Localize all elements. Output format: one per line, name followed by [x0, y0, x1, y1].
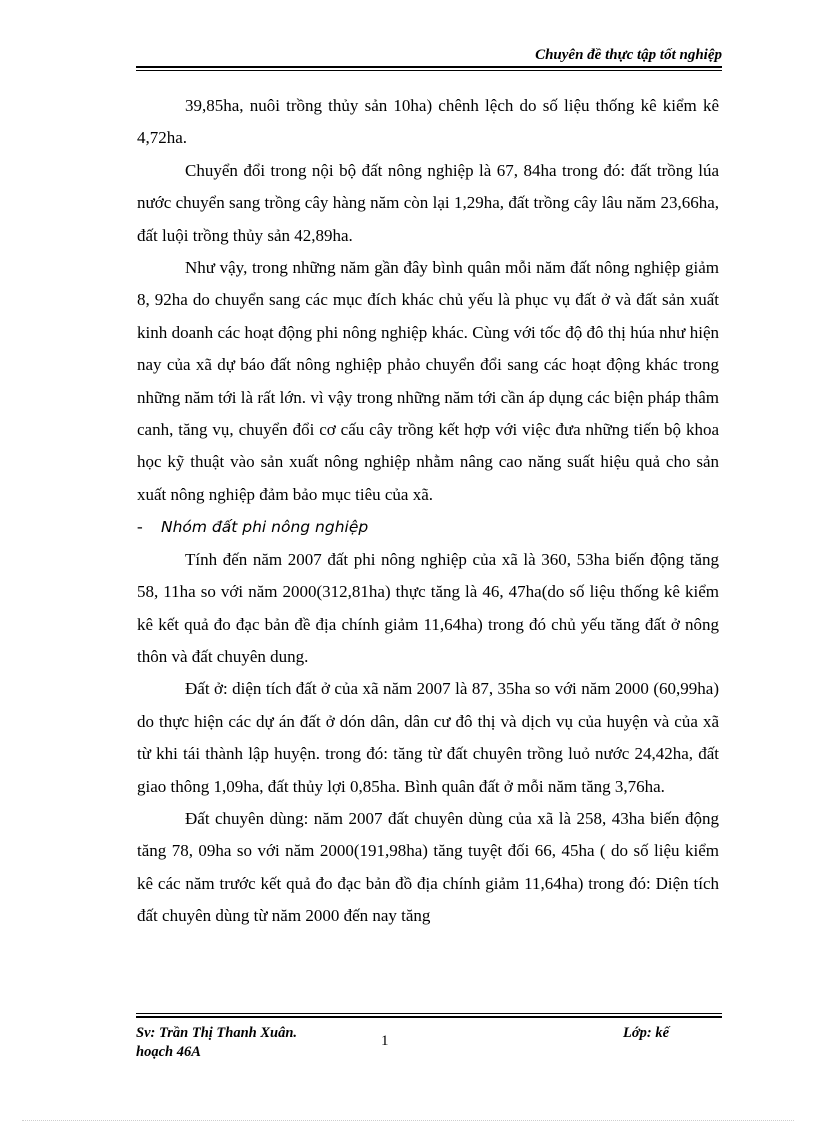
page-header — [136, 46, 722, 71]
page-bottom-border — [22, 1120, 794, 1121]
bullet-dash: - — [137, 517, 143, 537]
footer-author-line1: Sv: Trần Thị Thanh Xuân. — [136, 1025, 298, 1041]
paragraph-6: Đất chuyên dùng: năm 2007 đất chuyên dùng của xã là 258, 43ha biến động tăng 78, 09ha so với năm 2000(191,98ha) tăng tuyệt đối 66, 45ha ( do số liệu kiểm kê các năm trước kết quả đo đạc bản đồ địa chính giảm 11,64ha) trong đó: Diện tích đất chuyên dùng từ năm 2000 đến nay tăng — [137, 808, 719, 926]
document-body — [137, 90, 719, 933]
bullet-heading: Nhóm đất phi nông nghiệp — [161, 518, 369, 537]
footer-author — [136, 1024, 297, 1062]
footer-class: Lớp: kế — [623, 1025, 670, 1041]
bullet-item — [137, 511, 719, 543]
header-rule-thick — [136, 66, 722, 68]
header-title: Chuyên đề thực tập tốt nghiệp — [535, 47, 722, 63]
paragraph-3: Như vậy, trong những năm gần đây bình quân mỗi năm đất nông nghiệp giảm 8, 92ha do chuyển sang các mục đích khác chủ yếu là phục vụ đất ở và đất sản xuất kinh doanh các hoạt động phi nông nghiệp khác. Cùng với tốc độ đô thị húa như hiện nay của xã dự báo đất nông nghiệp phảo chuyển đổi sang các hoạt động khác trong những năm tới là rất lớn. vì vậy trong những năm tới cần áp dụng các biện pháp thâm canh, tăng vụ, chuyển đổi cơ cấu cây trồng kết hợp với việc đưa những tiến bộ khoa học kỹ thuật vào sản xuất nông nghiệp nhằm nâng cao năng suất hiệu quả cho sản xuất nông nghiệp đảm bảo mục tiêu của xã. — [137, 258, 719, 504]
paragraph-1: 39,85ha, nuôi trồng thủy sản 10ha) chênh lệch do số liệu thống kê kiểm kê 4,72ha. — [137, 96, 719, 148]
footer-rule-thin — [136, 1013, 722, 1014]
paragraph-2: Chuyển đổi trong nội bộ đất nông nghiệp là 67, 84ha trong đó: đất trồng lúa nước chuyển sang trồng cây hàng năm còn lại 1,29ha, đất trồng cây lâu năm 23,66ha, đất luội trồng thủy sản 42,89ha. — [137, 160, 719, 245]
footer-author-line2: hoạch 46A — [136, 1044, 201, 1060]
paragraph-4: Tính đến năm 2007 đất phi nông nghiệp của xã là 360, 53ha biến động tăng 58, 11ha so với năm 2000(312,81ha) thực tăng là 46, 47ha(do số liệu thống kê kiểm kê kết quả đo đạc bản đề địa chính giảm 11,64ha) trong đó chủ yếu tăng đất ở nông thôn và đất chuyên dung. — [137, 549, 719, 666]
page-footer — [136, 1013, 722, 1058]
header-rule-thin — [136, 70, 722, 71]
page-number: 1 — [381, 1033, 389, 1049]
paragraph-5: Đất ở: diện tích đất ở của xã năm 2007 là 87, 35ha so với năm 2000 (60,99ha) do thực hiện các dự án đất ở dón dân, dân cư đô thị và dịch vụ của huyện và của xã từ khi tái thành lập huyện. trong đó: tăng từ đất chuyên trồng luỏ nước 24,42ha, đất giao thông 1,09ha, đất thủy lợi 0,85ha. Bình quân đất ở mỗi năm tăng 3,76ha. — [137, 679, 719, 796]
